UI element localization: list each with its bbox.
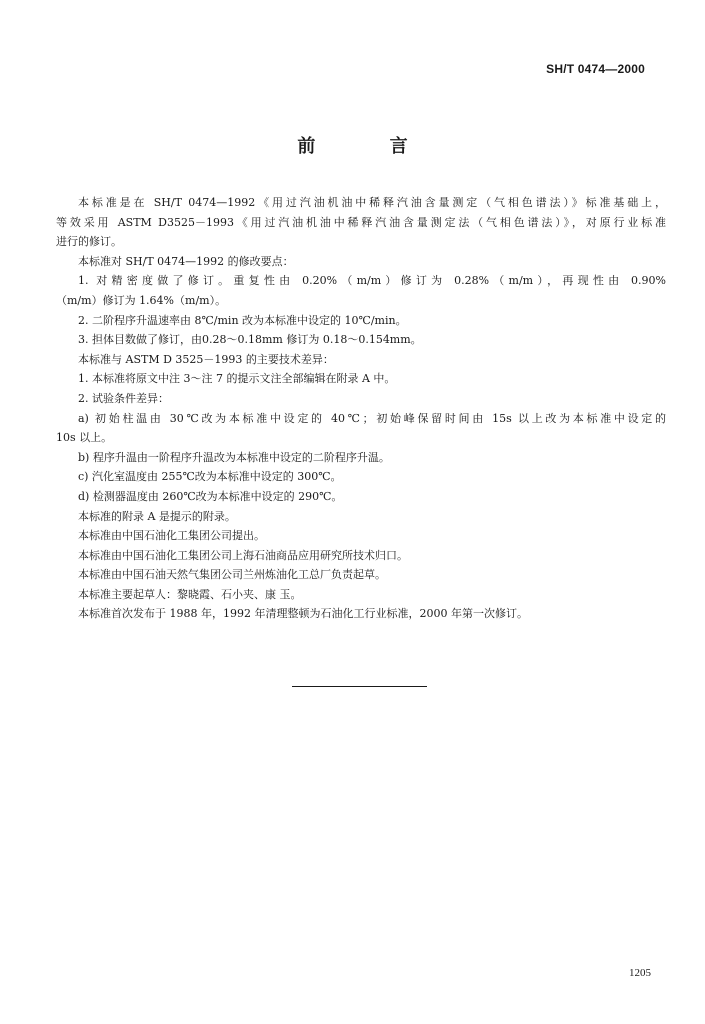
section-divider — [292, 686, 427, 687]
paragraph-line: d) 检测器温度由 260℃改为本标准中设定的 290℃。 — [78, 489, 343, 503]
page-number: 1205 — [629, 967, 651, 979]
paragraph-line: 本标准是在 SH/T 0474—1992《用过汽油机油中稀释汽油含量测定（气相色谱法）》标准基础上， — [78, 196, 666, 209]
paragraph-line: 本标准与 ASTM D 3525－1993 的主要技术差异： — [78, 352, 334, 366]
paragraph-line: 本标准由中国石油天然气集团公司兰州炼油化工总厂负责起草。 — [78, 568, 386, 582]
paragraph-line: 进行的修订。 — [56, 235, 122, 249]
paragraph-line: 本标准对 SH/T 0474—1992 的修改要点： — [78, 254, 294, 268]
standard-code: SH/T 0474—2000 — [546, 62, 645, 76]
paragraph-line: 10s 以上。 — [56, 431, 113, 445]
paragraph-line: 本标准由中国石油化工集团公司上海石油商品应用研究所技术归口。 — [78, 548, 408, 562]
page-title: 前 言 — [297, 136, 442, 157]
paragraph-line: 1. 本标准将原文中注 3～注 7 的提示文注全部编辑在附录 A 中。 — [78, 372, 396, 386]
paragraph-line: 本标准的附录 A 是提示的附录。 — [78, 509, 236, 523]
paragraph-line: 2. 二阶程序升温速率由 8℃/min 改为本标准中设定的 10℃/min。 — [78, 313, 407, 327]
paragraph-line: a) 初始柱温由 30℃改为本标准中设定的 40℃；初始峰保留时间由 15s 以上改为本标准中设定的 — [78, 411, 666, 425]
paragraph-line: 2. 试验条件差异： — [78, 391, 169, 405]
paragraph-line: b) 程序升温由一阶程序升温改为本标准中设定的二阶程序升温。 — [78, 450, 390, 464]
paragraph-line: 1. 对精密度做了修订。重复性由 0.20%（m/m）修订为 0.28%（m/m），再现性由 0.90% — [78, 274, 666, 288]
paragraph-line: 3. 担体目数做了修订，由0.28～0.18mm 修订为 0.18～0.154mm。 — [78, 333, 422, 347]
paragraph-line: 本标准由中国石油化工集团公司提出。 — [78, 529, 265, 543]
paragraph-line: c) 汽化室温度由 255℃改为本标准中设定的 300℃。 — [78, 470, 342, 484]
paragraph-line: （m/m）修订为 1.64%（m/m）。 — [56, 293, 227, 307]
foreword-body — [56, 193, 666, 624]
paragraph-line: 本标准首次发布于 1988 年，1992 年清理整顿为石油化工行业标准，2000 年第一次修订。 — [78, 607, 528, 621]
paragraph-line: 本标准主要起草人：黎晓霞、石小夹、康 玉。 — [78, 587, 302, 601]
paragraph-line: 等效采用 ASTM D3525－1993《用过汽油机油中稀释汽油含量测定法（气相色谱法）》，对原行业标准 — [56, 215, 666, 229]
